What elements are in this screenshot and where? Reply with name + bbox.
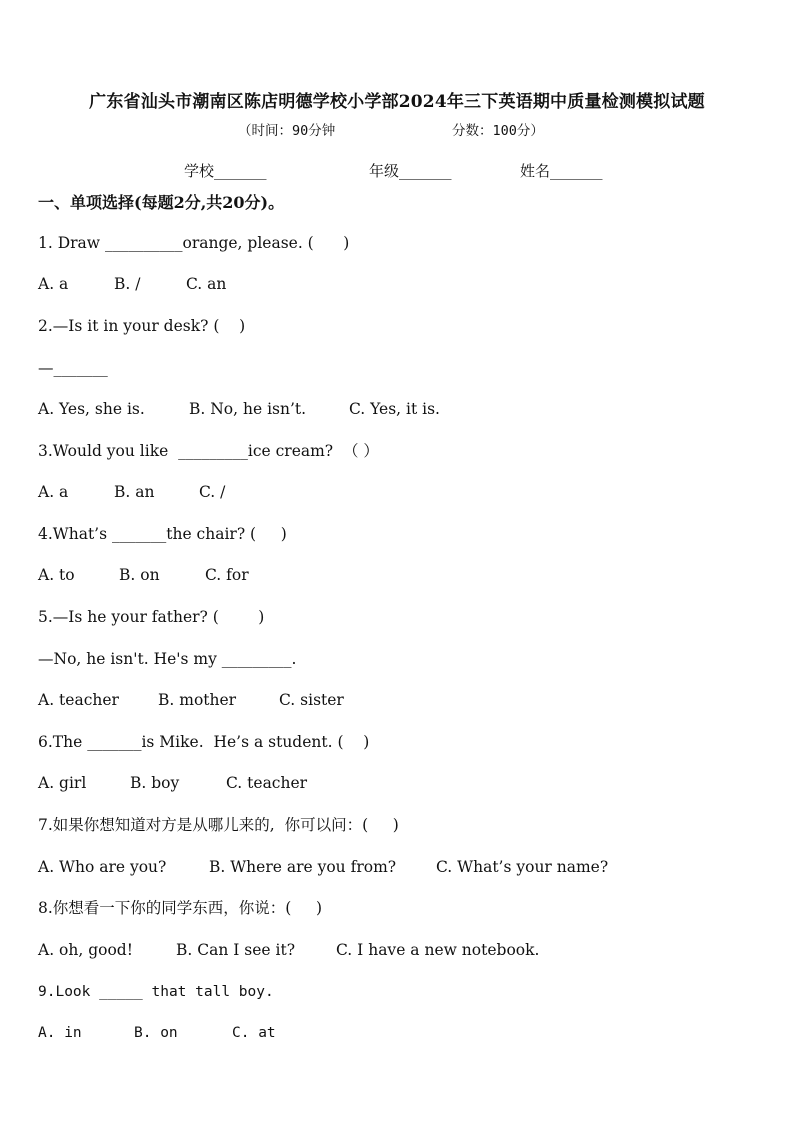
question-7-stem: 7.如果你想知道对方是从哪儿来的, 你可以问：( )	[38, 816, 399, 834]
question-6-stem: 6.The _______is Mike. He’s a student. ( )	[38, 733, 370, 751]
question-9-stem: 9.Look _____ that tall boy.	[38, 984, 274, 1000]
question-4-option-a: A. to	[38, 566, 75, 584]
grade-field: 年级_______	[369, 162, 452, 180]
question-9-option-b: B. on	[134, 1025, 178, 1041]
question-2-stem: 2.—Is it in your desk? ( )	[38, 317, 246, 335]
question-8-option-b: B. Can I see it?	[176, 941, 296, 959]
question-5-stem: 5.—Is he your father? ( )	[38, 608, 265, 626]
question-2-option-a: A. Yes, she is.	[38, 400, 145, 418]
question-2-answer-line: —_______	[38, 359, 108, 377]
question-8-option-a: A. oh, good!	[38, 941, 133, 959]
question-3-option-a: A. a	[38, 483, 69, 501]
name-field: 姓名_______	[520, 162, 603, 180]
exam-time: （时间：90分钟	[238, 123, 336, 139]
question-5-answer-line: —No, he isn't. He's my _________.	[38, 650, 297, 668]
question-4-option-c: C. for	[205, 566, 249, 584]
question-3-option-b: B. an	[114, 483, 155, 501]
school-field: 学校_______	[184, 162, 267, 180]
question-5-option-b: B. mother	[158, 691, 237, 709]
question-5-option-c: C. sister	[279, 691, 344, 709]
question-1-option-a: A. a	[38, 275, 69, 293]
question-4-stem: 4.What’s _______the chair? ( )	[38, 525, 287, 543]
question-7-option-b: B. Where are you from?	[209, 858, 397, 876]
exam-total-score: 分数：100分）	[452, 123, 544, 139]
question-1-stem: 1. Draw __________orange, please. ( )	[38, 234, 350, 252]
question-6-option-a: A. girl	[38, 774, 87, 792]
question-3-option-c: C. /	[199, 483, 226, 501]
question-7-option-a: A. Who are you?	[38, 858, 167, 876]
question-1-option-c: C. an	[186, 275, 227, 293]
question-2-option-b: B. No, he isn’t.	[189, 400, 307, 418]
question-8-option-c: C. I have a new notebook.	[336, 941, 540, 959]
section-title: 一、单项选择(每题2分,共20分)。	[38, 193, 285, 212]
question-1-option-b: B. /	[114, 275, 141, 293]
question-4-option-b: B. on	[119, 566, 160, 584]
question-9-option-c: C. at	[232, 1025, 276, 1041]
question-5-option-a: A. teacher	[38, 691, 119, 709]
question-6-option-c: C. teacher	[226, 774, 308, 792]
page-title: 广东省汕头市潮南区陈店明德学校小学部2024年三下英语期中质量检测模拟试题	[89, 92, 705, 112]
question-7-option-c: C. What’s your name?	[436, 858, 609, 876]
question-3-stem: 3.Would you like _________ice cream? （ ）	[38, 442, 379, 460]
question-2-option-c: C. Yes, it is.	[349, 400, 440, 418]
question-8-stem: 8.你想看一下你的同学东西，你说：( )	[38, 899, 323, 917]
question-9-option-a: A. in	[38, 1025, 82, 1041]
question-6-option-b: B. boy	[130, 774, 180, 792]
